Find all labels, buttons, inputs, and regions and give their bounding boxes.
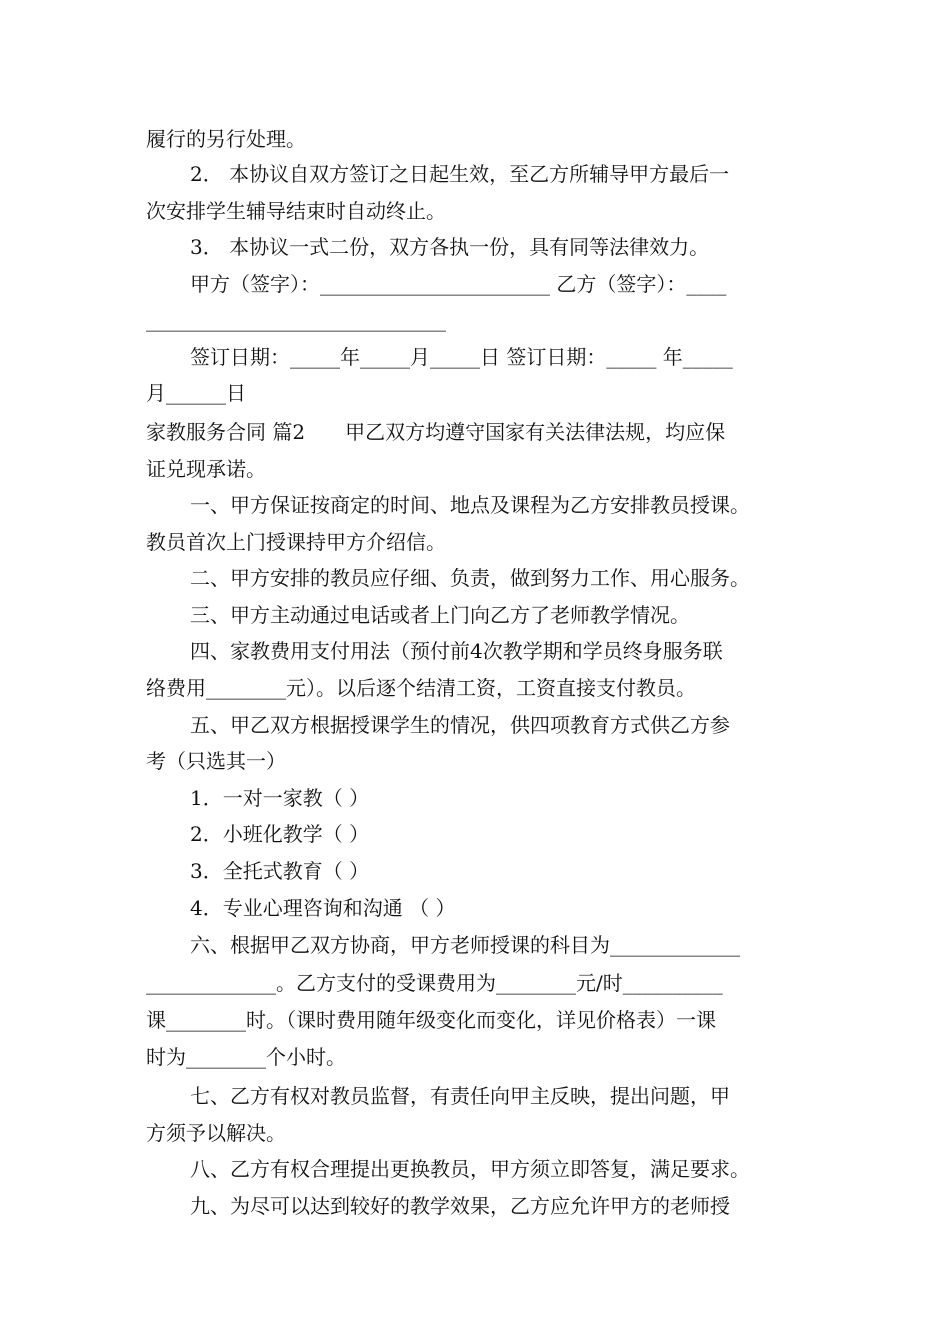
text-line: ______________________________ (146, 308, 446, 332)
text-line: 考（只选其一） (146, 749, 286, 773)
text-line: 3． 本协议一式二份，双方各执一份，具有同等法律效力。 (190, 235, 710, 259)
text-line: 4．专业心理咨询和沟通 （ ） (190, 896, 456, 920)
text-line: 证兑现承诺。 (146, 457, 266, 481)
text-line: 四、家教费用支付用法（预付前4次教学期和学员终身服务联 (190, 639, 723, 663)
text-line: 时为________个小时。 (146, 1045, 346, 1069)
text-line: 八、乙方有权合理提出更换教员，甲方须立即答复，满足要求。 (190, 1157, 750, 1181)
text-line: 三、甲方主动通过电话或者上门向乙方了老师教学情况。 (190, 603, 690, 627)
text-line: 一、甲方保证按商定的时间、地点及课程为乙方安排教员授课。 (190, 493, 750, 517)
text-line: _____________。乙方支付的受课费用为________元/时__________ (146, 971, 723, 995)
text-line: 甲方（签字）：_______________________ 乙方（签字）：____ (190, 272, 727, 296)
text-line: 2． 本协议自双方签订之日起生效，至乙方所辅导甲方最后一 (190, 162, 730, 186)
text-line: 课________时。（课时费用随年级变化而变化，详见价格表）一课 (146, 1008, 716, 1032)
text-line: 家教服务合同 篇2 甲乙双方均遵守国家有关法律法规，均应保 (146, 420, 726, 444)
text-line: 络费用________元）。以后逐个结清工资，工资直接支付教员。 (146, 676, 696, 700)
text-line: 九、为尽可以达到较好的教学效果，乙方应允许甲方的老师授 (190, 1194, 730, 1218)
text-line: 2．小班化教学（ ） (190, 822, 370, 846)
text-line: 二、甲方安排的教员应仔细、负责，做到努力工作、用心服务。 (190, 566, 750, 590)
text-line: 签订日期：_____年_____月_____日 签订日期：_____ 年_____ (190, 345, 733, 369)
text-line: 月______日 (146, 381, 246, 405)
text-line: 1．一对一家教（ ） (190, 786, 370, 810)
text-line: 方须予以解决。 (146, 1121, 286, 1145)
text-line: 五、甲乙双方根据授课学生的情况，供四项教育方式供乙方参 (190, 713, 730, 737)
text-line: 3．全托式教育（ ） (190, 859, 370, 883)
text-line: 六、根据甲乙双方协商，甲方老师授课的科目为_____________ (190, 933, 740, 957)
text-line: 次安排学生辅导结束时自动终止。 (146, 199, 446, 223)
text-line: 履行的另行处理。 (146, 127, 306, 151)
text-line: 七、乙方有权对教员监督，有责任向甲主反映，提出问题，甲 (190, 1084, 730, 1108)
text-line: 教员首次上门授课持甲方介绍信。 (146, 530, 446, 554)
